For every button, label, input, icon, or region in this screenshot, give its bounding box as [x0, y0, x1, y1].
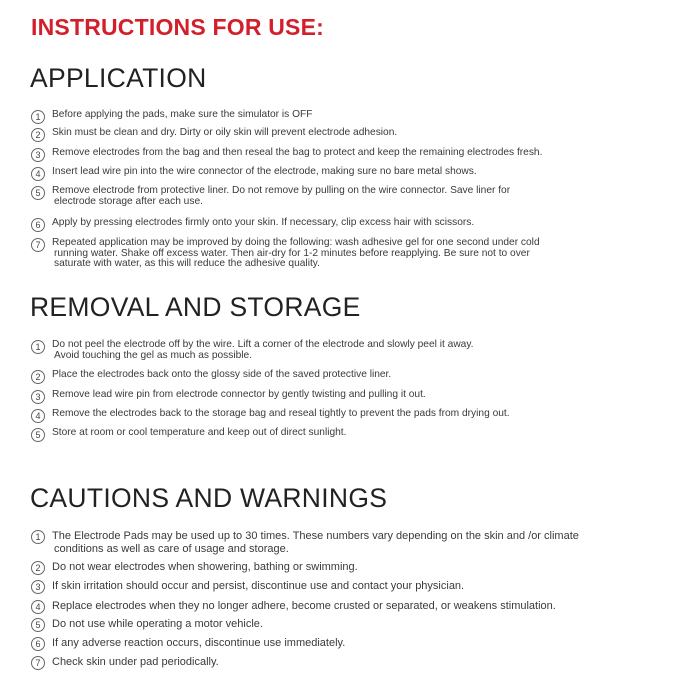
- item-text-line: Repeated application may be improved by doing the following: wash adhesive gel for one second under cold: [52, 237, 540, 248]
- item-text-line: Apply by pressing electrodes firmly onto your skin. If necessary, clip excess hair with scissors.: [52, 217, 475, 228]
- item-number: 3: [31, 390, 45, 404]
- item-text: [52, 148, 680, 159]
- item-text-line: If skin irritation should occur and persist, discontinue use and contact your physician.: [52, 580, 465, 592]
- item-text: [52, 637, 680, 650]
- item-number: 5: [31, 428, 45, 442]
- item-number: 1: [31, 110, 45, 124]
- item-text-line: Remove lead wire pin from electrode connector by gently twisting and pulling it out.: [52, 389, 426, 400]
- item-number: 7: [31, 238, 45, 252]
- item-text: [52, 340, 680, 361]
- item-text-line: Do not wear electrodes when showering, bathing or swimming.: [52, 561, 358, 573]
- item-text-line: Replace electrodes when they no longer adhere, become crusted or separated, or weakens stimulation.: [52, 600, 556, 612]
- item-number: 3: [31, 580, 45, 594]
- item-text: [52, 186, 680, 207]
- item-text-line: Remove electrode from protective liner. Do not remove by pulling on the wire connector. Save liner for: [52, 185, 511, 196]
- item-text: [52, 656, 680, 669]
- item-text: [52, 110, 680, 121]
- item-text: [52, 561, 680, 574]
- item-text: [52, 370, 680, 381]
- item-text-line: Do not peel the electrode off by the wire. Lift a corner of the electrode and slowly peel it away.: [52, 339, 474, 350]
- item-number: 6: [31, 218, 45, 232]
- item-text: [52, 530, 680, 555]
- item-number: 4: [31, 600, 45, 614]
- item-text-line: Remove the electrodes back to the storage bag and reseal tightly to prevent the pads from drying out.: [52, 408, 510, 419]
- item-text-line: Skin must be clean and dry. Dirty or oily skin will prevent electrode adhesion.: [52, 127, 398, 138]
- item-number: 3: [31, 148, 45, 162]
- page-title: INSTRUCTIONS FOR USE:: [31, 14, 324, 40]
- item-number: 5: [31, 186, 45, 200]
- item-text-line: saturate with water, as this will reduce the adhesive quality.: [54, 258, 320, 269]
- item-text: [52, 167, 680, 178]
- item-text: [52, 409, 680, 420]
- item-number: 1: [31, 340, 45, 354]
- item-text-line: Store at room or cool temperature and keep out of direct sunlight.: [52, 427, 347, 438]
- item-text: [52, 580, 680, 593]
- item-text-line: Before applying the pads, make sure the simulator is OFF: [52, 109, 313, 120]
- item-text-line: Place the electrodes back onto the glossy side of the saved protective liner.: [52, 369, 392, 380]
- item-text: [52, 618, 680, 631]
- item-number: 2: [31, 128, 45, 142]
- item-number: 6: [31, 637, 45, 651]
- item-number: 4: [31, 167, 45, 181]
- item-number: 7: [31, 656, 45, 670]
- item-text: [52, 218, 680, 229]
- item-text: [52, 238, 680, 270]
- item-text: [52, 128, 680, 139]
- item-text: [52, 600, 680, 613]
- item-text-line: Check skin under pad periodically.: [52, 656, 219, 668]
- item-text-line: The Electrode Pads may be used up to 30 times. These numbers vary depending on the skin and /or climate: [52, 530, 579, 542]
- removal-storage-heading: REMOVAL AND STORAGE: [30, 292, 361, 322]
- item-text-line: Insert lead wire pin into the wire connector of the electrode, making sure no bare metal shows.: [52, 166, 477, 177]
- item-number: 5: [31, 618, 45, 632]
- item-text-line: electrode storage after each use.: [54, 195, 203, 207]
- item-text-line: If any adverse reaction occurs, discontinue use immediately.: [52, 637, 346, 649]
- item-text-line: Remove electrodes from the bag and then reseal the bag to protect and keep the remaining electrodes fresh.: [52, 147, 543, 158]
- item-number: 4: [31, 409, 45, 423]
- item-text: [52, 390, 680, 401]
- application-heading: APPLICATION: [30, 63, 207, 93]
- item-number: 2: [31, 561, 45, 575]
- item-text-line: Do not use while operating a motor vehicle.: [52, 618, 263, 630]
- item-text-line: conditions as well as care of usage and storage.: [54, 542, 289, 555]
- cautions-warnings-heading: CAUTIONS AND WARNINGS: [30, 483, 388, 513]
- item-text-line: Avoid touching the gel as much as possible.: [54, 349, 253, 361]
- item-text-line: running water. Shake off excess water. Then air-dry for 1-2 minutes before reapplying. Be sure not to over: [54, 247, 530, 259]
- item-number: 1: [31, 530, 45, 544]
- item-number: 2: [31, 370, 45, 384]
- item-text: [52, 428, 680, 439]
